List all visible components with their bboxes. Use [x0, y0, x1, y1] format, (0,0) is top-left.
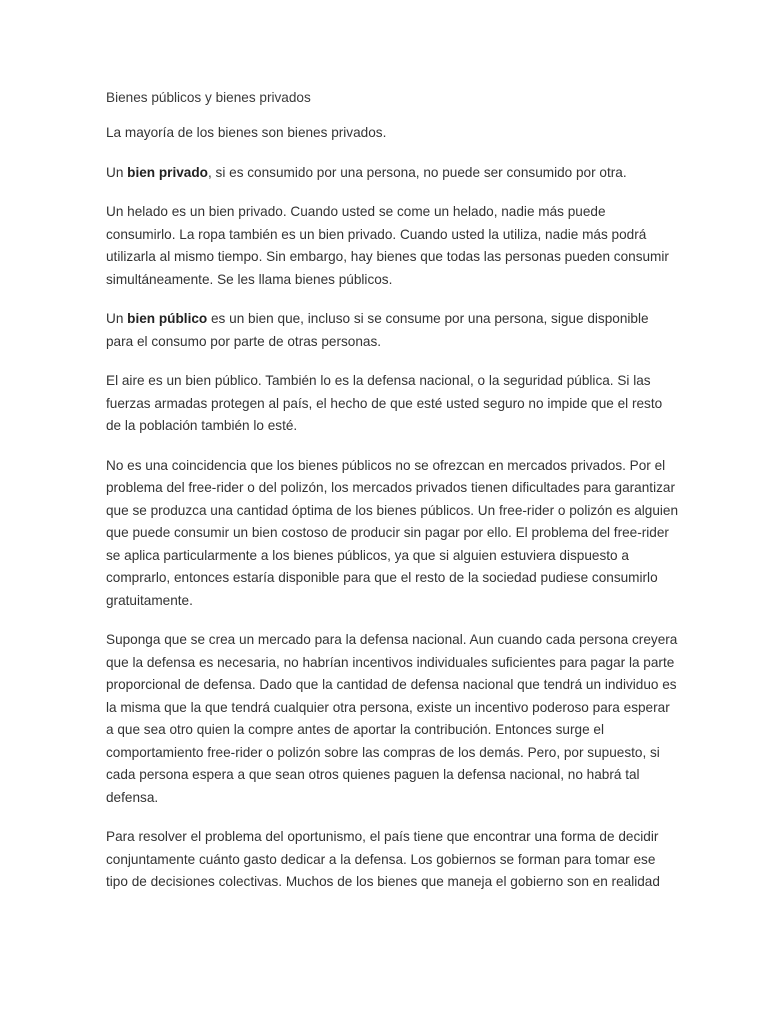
paragraph-line: comprarlo, entonces estaría disponible para que el resto de la sociedad pudiese consumirlo [106, 570, 658, 585]
paragraph-public-good-definition [106, 308, 666, 353]
paragraph-line: Un helado es un bien privado. Cuando usted se come un helado, nadie más puede [106, 204, 606, 219]
paragraph-line: que la defensa es necesaria, no habrían incentivos individuales suficientes para pagar la parte [106, 654, 675, 670]
paragraph-line: conjuntamente cuánto gasto dedicar a la defensa. Los gobiernos se forman para tomar ese [106, 851, 656, 867]
paragraph-line: Para resolver el problema del oportunismo, el país tiene que encontrar una forma de decidir [106, 829, 659, 844]
paragraph-line: que se produzca una cantidad óptima de los bienes públicos. Un free-rider o polizón es alguien [106, 502, 679, 518]
text-run: Un [106, 311, 128, 326]
paragraph-line: El aire es un bien público. También lo es la defensa nacional, o la seguridad pública. Si las [106, 373, 651, 388]
paragraph-line: gratuitamente. [106, 592, 193, 608]
paragraph-private-good-definition [106, 162, 666, 185]
paragraph-line: de la población también lo esté. [106, 418, 298, 433]
text-run: es un bien que, incluso si se consume por una persona, sigue disponible [207, 311, 649, 326]
paragraph-free-rider-problem [106, 455, 679, 613]
paragraph-line: se aplica particularmente a los bienes públicos, ya que si alguien estuviera dispuesto a [106, 547, 629, 563]
paragraph-line: consumirlo. La ropa también es un bien privado. Cuando usted la utiliza, nadie más podrá [106, 226, 647, 242]
paragraph-line: simultáneamente. Se les llama bienes públicos. [106, 271, 393, 287]
text-run: Un [106, 164, 128, 180]
paragraph-line: para el consumo por parte de otras personas. [106, 333, 382, 349]
document-title: Bienes públicos y bienes privados [106, 90, 311, 105]
paragraph-line: utilizarla al mismo tiempo. Sin embargo, hay bienes que todas las personas pueden consumir [106, 249, 669, 264]
paragraph-defense-market [106, 629, 678, 809]
paragraph-line: que puede consumir un bien costoso de producir sin pagar por ello. El problema del free-rider [106, 525, 669, 540]
bold-term-public-good: bien público [127, 311, 208, 326]
paragraph-line: Suponga que se crea un mercado para la defensa nacional. Aun cuando cada persona creyera [106, 632, 678, 647]
paragraph-private-goods-intro [106, 122, 666, 145]
paragraph-line: tipo de decisiones colectivas. Muchos de los bienes que maneja el gobierno son en realidad [106, 874, 660, 889]
paragraph-line: cada persona espera a que sean otros quienes paguen la defensa nacional, no habrá tal [106, 767, 640, 782]
paragraph-line: problema del free-rider o del polizón, los mercados privados tienen dificultades para garantizar [106, 480, 675, 495]
paragraph-line: La mayoría de los bienes son bienes privados. [106, 125, 387, 140]
text-run: , si es consumido por una persona, no puede ser consumido por otra. [207, 164, 627, 180]
paragraph-line: proporcional de defensa. Dado que la cantidad de defensa nacional que tendrá un individuo es [106, 677, 677, 692]
paragraph-ice-cream-example [106, 201, 669, 291]
paragraph-collective-decisions [106, 826, 666, 894]
paragraph-line: la misma que la que tendrá cualquier otra persona, existe un incentivo poderoso para esperar [106, 699, 670, 715]
paragraph-line: No es una coincidencia que los bienes públicos no se ofrezcan en mercados privados. Por el [106, 457, 666, 473]
document-body [106, 88, 679, 911]
paragraph-line: comportamiento free-rider o polizón sobre las compras de los demás. Pero, por supuesto, si [106, 744, 660, 760]
paragraph-line [106, 308, 666, 331]
paragraph-line: defensa. [106, 789, 159, 805]
paragraph-line: a que sea otro quien la compre antes de aportar la contribución. Entonces surge el [106, 722, 604, 737]
paragraph-line: fuerzas armadas protegen al país, el hecho de que esté usted seguro no impide que el resto [106, 395, 663, 411]
bold-term-private-good: bien privado [127, 164, 208, 180]
paragraph-air-defense-example [106, 370, 666, 438]
paragraph-line [106, 162, 666, 185]
